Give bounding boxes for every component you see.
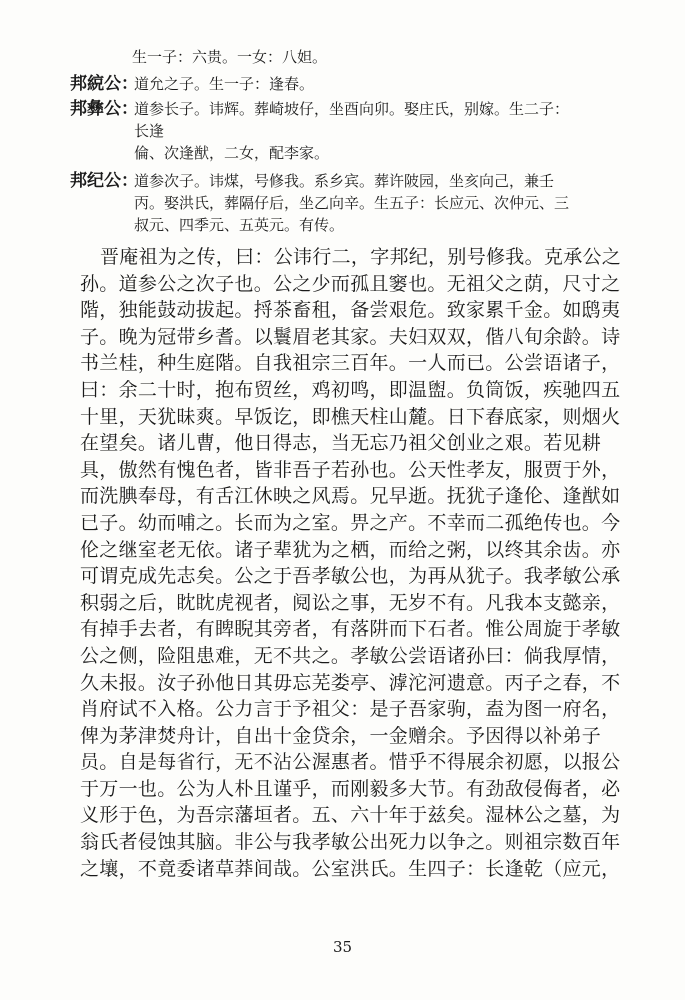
entry-body: [134, 98, 650, 164]
biography-line: 书兰桂，种生庭階。自我祖宗三百年。一人而已。公尝语诸子，: [80, 352, 621, 375]
entry-line: 道参长子。讳辉。葬崎坡仔，坐酉向卯。娶庄氏，别嫁。生二子：: [134, 100, 570, 118]
biography-text: [80, 244, 660, 882]
biography-line: 階，独能鼓动拔起。捋茶畜租，备尝艰危。致家累千金。如鸱夷: [80, 299, 621, 322]
entry-bangji: [70, 170, 650, 236]
entry-line: 倫、次逢猷，二女，配李家。: [134, 144, 330, 162]
biography-line: 公之侧，险阻患难，无不共之。孝敏公尝语诸孙曰：倘我厚情，: [80, 644, 621, 667]
entry-name: 邦彝公：: [70, 99, 138, 119]
biography-line: 而洗腆奉母，有舌江休映之风焉。兄早逝。抚犹子逢伦、逢猷如: [80, 485, 621, 508]
genealogy-entries: [70, 46, 650, 236]
biography-line: 有掉手去者，有睥睨其旁者，有落阱而下石者。惟公周旋于孝敏: [80, 618, 621, 641]
biography-line: 孙。道参公之次子也。公之少而孤且窭也。无祖父之荫，尺寸之: [80, 272, 621, 295]
biography-line: 俾为茅津焚舟计，自出十金贷余，一金赠余。予因得以补弟子: [80, 724, 602, 747]
intro-line: 生一子：六贵。一女：八妲。: [132, 48, 328, 66]
biography-line: 十里，天犹昧爽。早饭讫，即樵天柱山麓。日下舂底家，则烟火: [80, 405, 621, 428]
biography-line: 晋庵祖为之传，曰：公讳行二，字邦纪，别号修我。克承公之: [100, 246, 622, 268]
page-number: 35: [332, 938, 353, 956]
biography-line: 久未报。汝子孙他日其毋忘芜娄亭、滹沱河遗意。丙子之春，不: [80, 671, 621, 694]
biography-line: 于万一也。公为人朴且谨乎，而刚毅多大节。有劲敌侵侮者，必: [80, 777, 621, 800]
entry-name: 邦綂公：: [70, 74, 138, 94]
entry-line: 丙。娶洪氏，葬隔仔后，坐乙向辛。生五子：长应元、次仲元、三: [134, 194, 570, 212]
biography-line: 积弱之后，眈眈虎视者，阋讼之事，无岁不有。凡我本支懿亲，: [80, 591, 621, 614]
biography-line: 伦之继室老无依。诸子辈犹为之栖，而给之粥，以终其余齿。亦: [80, 538, 621, 561]
entry-bangtong: [70, 73, 650, 95]
entry-body: [134, 170, 650, 236]
biography-line: 具，傲然有愧色者，皆非吾子若孙也。公天性孝友，服贾于外，: [80, 458, 621, 481]
biography-line: 曰：余二十时，抱布贸丝，鸡初鸣，即温盥。负筒饭，疾驰四五: [80, 378, 621, 401]
biography-line: 翁氏者侵蚀其脑。非公与我孝敏公出死力以争之。则祖宗数百年: [80, 831, 621, 854]
biography-line: 已子。幼而哺之。长而为之室。畀之产。不幸而二孤绝传也。今: [80, 511, 621, 534]
entry-line: 道允之子。生一子：逢春。: [134, 75, 315, 93]
biography-line: 义形于色，为吾宗藩垣者。五、六十年于兹矣。湿林公之墓，为: [80, 804, 621, 827]
biography-line: 肖府试不入格。公力言于予祖父：是子吾家驹，盍为图一府名，: [80, 698, 621, 721]
entry-bangyi: [70, 98, 650, 164]
entry-line: 道参次子。讳煤，号修我。系乡宾。葬许陂园，坐亥向己，兼壬: [134, 172, 555, 190]
biography-line: 之壤，不竟委诸草莽间哉。公室洪氏。生四子：长逢乾（应元，: [80, 857, 621, 880]
entry-line: 叔元、四季元、五英元。有传。: [134, 216, 345, 234]
entry-line: 长逢: [134, 122, 165, 140]
biography-line: 在望矣。诸儿曹，他日得志，当无忘乃祖父创业之艰。若见耕: [80, 432, 602, 455]
biography-line: 员。自是每省行，无不沾公渥惠者。惜乎不得展余初愿，以报公: [80, 751, 621, 774]
biography-line: 子。晚为冠带乡耆。以鬟眉老其家。夫妇双双，偕八旬余龄。诗: [80, 325, 621, 348]
entry-name: 邦纪公：: [70, 171, 138, 191]
biography-line: 可谓克成先志矣。公之于吾孝敏公也，为再从犹子。我孝敏公承: [80, 565, 621, 588]
entry-body: [134, 73, 650, 95]
